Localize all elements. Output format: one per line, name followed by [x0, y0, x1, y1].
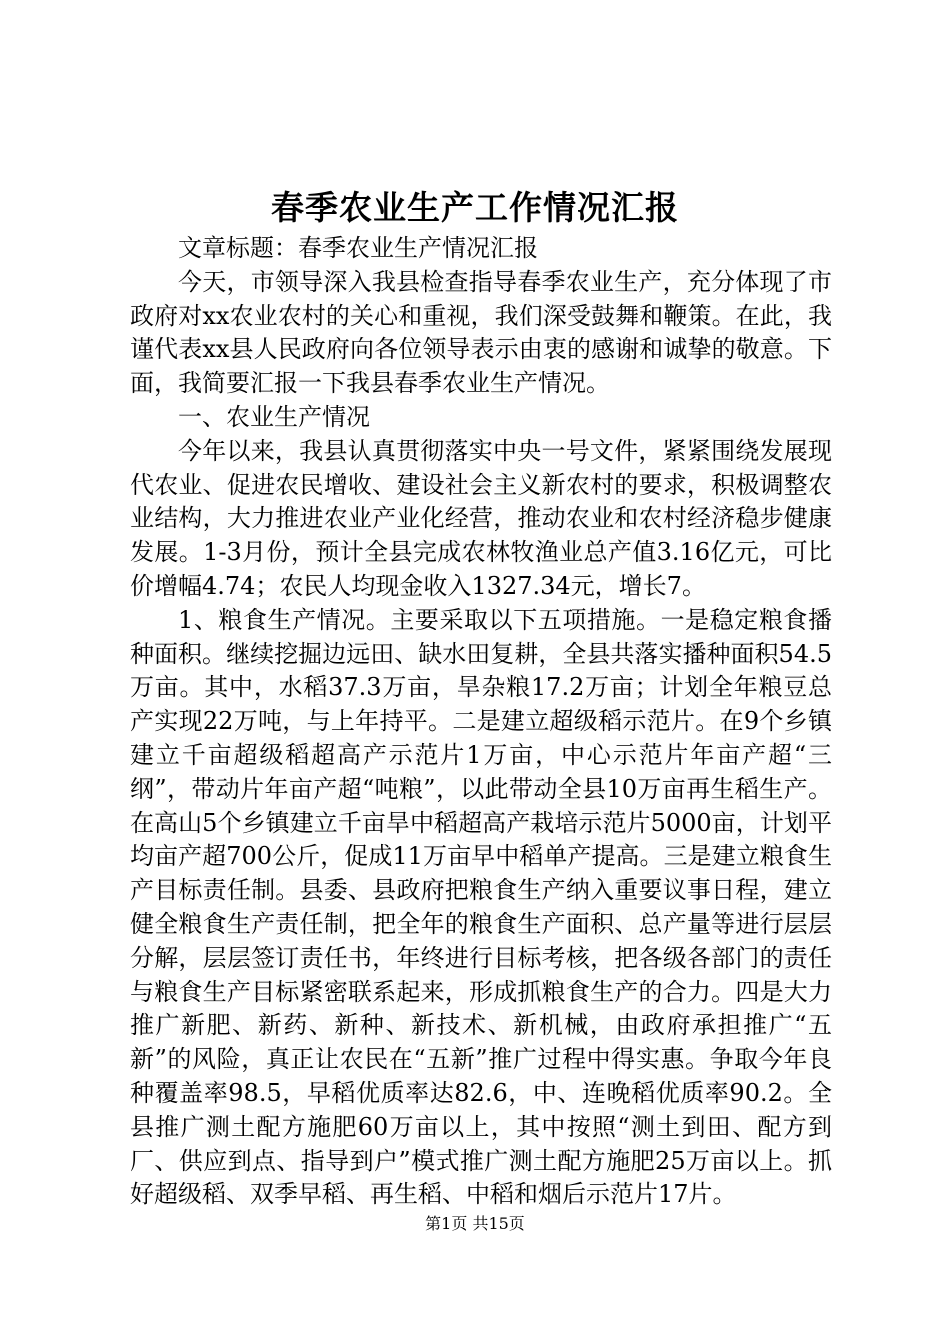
intro-paragraph: 今天，市领导深入我县检查指导春季农业生产，充分体现了市政府对xx农业农村的关心和重视，我们深受鼓舞和鞭策。在此，我谨代表xx县人民政府向各位领导表示由衷的感谢和诚挚的敬意。下面，我简要汇报一下我县春季农业生产情况。: [130, 267, 832, 398]
grain-production-paragraph: 1、粮食生产情况。主要采取以下五项措施。一是稳定粮食播种面积。继续挖掘边远田、缺水田复耕，全县共落实播种面积54.5万亩。其中，水稻37.3万亩，旱杂粮17.2万亩；计划全年粮豆总产实现22万吨，与上年持平。二是建立超级稻示范片。在9个乡镇建立千亩超级稻超高产示范片1万亩，中心示范片年亩产超“三纲”，带动片年亩产超“吨粮”，以此带动全县10万亩再生稻生产。在高山5个乡镇建立千亩旱中稻超高产栽培示范片5000亩，计划平均亩产超700公斤，促成11万亩早中稻单产提高。三是建立粮食生产目标责任制。县委、县政府把粮食生产纳入重要议事日程，建立健全粮食生产责任制，把全年的粮食生产面积、总产量等进行层层分解，层层签订责任书，年终进行目标考核，把各级各部门的责任与粮食生产目标紧密联系起来，形成抓粮食生产的合力。四是大力推广新肥、新药、新种、新技术、新机械，由政府承担推广“五新”的风险，真正让农民在“五新”推广过程中得实惠。争取今年良种覆盖率98.5，早稻优质率达82.6，中、连晚稻优质率90.2。全县推广测土配方施肥60万亩以上，其中按照“测土到田、配方到厂、供应到点、指导到户”模式推广测土配方施肥25万亩以上。抓好超级稻、双季早稻、再生稻、中稻和烟后示范片17片。: [130, 605, 832, 1209]
overview-paragraph: 今年以来，我县认真贯彻落实中央一号文件，紧紧围绕发展现代农业、促进农民增收、建设社会主义新农村的要求，积极调整农业结构，大力推进农业产业化经营，推动农业和农村经济稳步健康发展。1-3月份，预计全县完成农林牧渔业总产值3.16亿元，可比价增幅4.74；农民人均现金收入1327.34元，增长7。: [130, 436, 832, 600]
article-subtitle: 文章标题：春季农业生产情况汇报: [178, 234, 538, 262]
document-body: [130, 232, 832, 1212]
section-heading: 一、农业生产情况: [178, 402, 370, 431]
document-title: 春季农业生产工作情况汇报: [271, 188, 679, 227]
page-footer: 第1页 共15页: [425, 1214, 525, 1233]
